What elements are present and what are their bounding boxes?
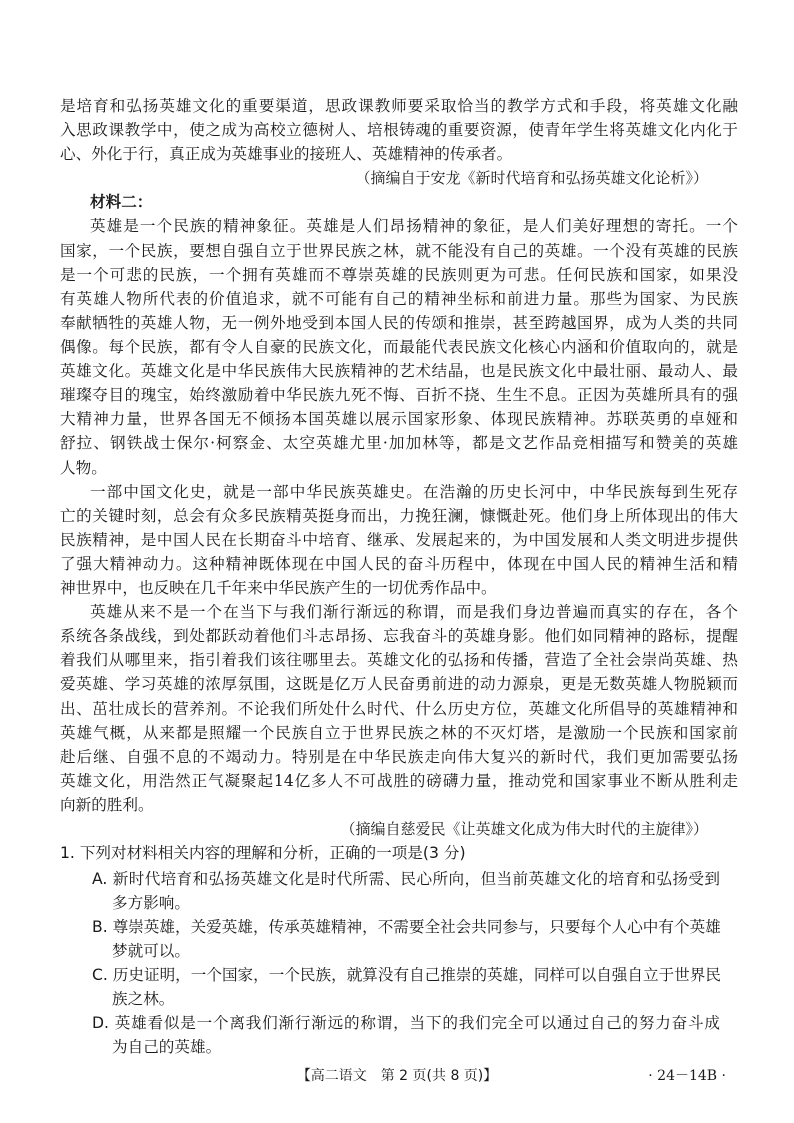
option-a: A. 新时代培育和弘扬英雄文化是时代所需、民心所向，但当前英雄文化的培育和弘扬受到 bbox=[92, 870, 720, 888]
option-c: C. 历史证明，一个国家，一个民族，就算没有自己推崇的英雄，同样可以自强自立于世界民 bbox=[92, 966, 721, 984]
text-line: 大精神力量，世界各国无不倾扬本国英雄以展示国家形象、体现民族精神。苏联英勇的卓娅和 bbox=[60, 410, 738, 428]
text-line: 了强大精神动力。这种精神既体现在中国人民的奋斗历程中，体现在中国人民的精神生活和精 bbox=[60, 555, 738, 573]
footer-code: · 24－14B · bbox=[648, 1068, 726, 1084]
text-line: 舒拉、钢铁战士保尔·柯察金、太空英雄尤里·加加林等，都是文艺作品竞相描写和赞美的英雄 bbox=[60, 434, 738, 452]
text-line: 英雄文化。英雄文化是中华民族伟大民族精神的艺术结晶，也是民族文化中最壮丽、最动人、最 bbox=[60, 362, 738, 380]
question-stem: 1. 下列对材料相关内容的理解和分析，正确的一项是(3 分) bbox=[60, 844, 466, 862]
text-line: 心、外化于行，真正成为英雄事业的接班人、英雄精神的传承者。 bbox=[60, 145, 513, 163]
text-line: 出、茁壮成长的营养剂。不论我们所处什么时代、什么历史方位，英雄文化所倡导的英雄精神和 bbox=[60, 700, 738, 718]
text-line: 有英雄人物所代表的价值追求，就不可能有自己的精神坐标和前进力量。那些为国家、为民族 bbox=[60, 290, 738, 308]
option-d: D. 英雄看似是一个离我们渐行渐远的称谓，当下的我们完全可以通过自己的努力奋斗成 bbox=[92, 1014, 720, 1032]
text-line: 是一个可悲的民族，一个拥有英雄而不尊崇英雄的民族则更为可悲。任何民族和国家，如果没 bbox=[60, 266, 738, 284]
text-line: 偶像。每个民族，都有令人自豪的民族文化，而最能代表民族文化核心内涵和价值取向的，就是 bbox=[60, 338, 738, 356]
text-line: 璀璨夺目的瑰宝，始终激励着中华民族九死不悔、百折不挠、生生不息。正因为英雄所具有的强 bbox=[60, 386, 738, 404]
text-line: 入思政课教学中，使之成为高校立德树人、培根铸魂的重要资源，使青年学生将英雄文化内化于 bbox=[60, 121, 738, 139]
text-line: 英雄是一个民族的精神象征。英雄是人们昂扬精神的象征，是人们美好理想的寄托。一个 bbox=[90, 217, 738, 235]
section-heading: 材料二： bbox=[90, 192, 153, 211]
text-line: 国家，一个民族，要想自强自立于世界民族之林，就不能没有自己的英雄。一个没有英雄的民族 bbox=[60, 242, 738, 260]
option-c-cont: 族之林。 bbox=[112, 990, 175, 1008]
option-d-cont: 为自己的英雄。 bbox=[112, 1038, 222, 1056]
option-b: B. 尊崇英雄，关爱英雄，传承英雄精神，不需要全社会共同参与，只要每个人心中有个英雄 bbox=[92, 918, 721, 936]
text-line: 系统各条战线，到处都跃动着他们斗志昂扬、忘我奋斗的英雄身影。他们如同精神的路标，提醒 bbox=[60, 627, 738, 645]
text-line: 英雄从来不是一个在当下与我们渐行渐远的称谓，而是我们身边普遍而真实的存在，各个 bbox=[90, 603, 738, 621]
text-line: 民族精神，是中国人民在长期奋斗中培育、继承、发展起来的，为中国发展和人类文明进步提供 bbox=[60, 531, 738, 549]
footer-page-info: 【高二语文 第 2 页(共 8 页)】 bbox=[296, 1068, 498, 1084]
text-line: 亡的关键时刻，总会有众多民族精英挺身而出，力挽狂澜，慷慨赴死。他们身上所体现出的伟大 bbox=[60, 507, 738, 525]
option-a-cont: 多方影响。 bbox=[112, 894, 190, 912]
text-line: 向新的胜利。 bbox=[60, 796, 154, 814]
text-line: 爱英雄、学习英雄的浓厚氛围，这既是亿万人民奋勇前进的动力源泉，更是无数英雄人物脱颖而 bbox=[60, 675, 738, 693]
text-line: 英雄文化，用浩然正气凝聚起14亿多人不可战胜的磅礴力量，推动党和国家事业不断从胜利走 bbox=[60, 772, 738, 790]
text-line: 奉献牺牲的英雄人物，无一例外地受到本国人民的传颂和推崇，甚至跨越国界，成为人类的共同 bbox=[60, 314, 738, 332]
text-line: 神世界中，也反映在几千年来中华民族产生的一切优秀作品中。 bbox=[60, 579, 497, 597]
option-b-cont: 梦就可以。 bbox=[112, 942, 190, 960]
text-line: 一部中国文化史，就是一部中华民族英雄史。在浩瀚的历史长河中，中华民族每到生死存 bbox=[90, 483, 738, 501]
source-citation: （摘编自慈爱民《让英雄文化成为伟大时代的主旋律》） bbox=[340, 820, 708, 838]
source-citation: （摘编自于安龙《新时代培育和弘扬英雄文化论析》） bbox=[355, 169, 708, 187]
text-line: 赴后继、自强不息的不竭动力。特别是在中华民族走向伟大复兴的新时代，我们更加需要弘扬 bbox=[60, 748, 738, 766]
text-line: 是培育和弘扬英雄文化的重要渠道，思政课教师要采取恰当的教学方式和手段，将英雄文化融 bbox=[60, 97, 738, 115]
text-line: 英雄气概，从来都是照耀一个民族自立于世界民族之林的不灭灯塔，是激励一个民族和国家前 bbox=[60, 724, 738, 742]
text-line: 人物。 bbox=[60, 459, 107, 477]
text-line: 着我们从哪里来，指引着我们该往哪里去。英雄文化的弘扬和传播，营造了全社会崇尚英雄、热 bbox=[60, 651, 738, 669]
